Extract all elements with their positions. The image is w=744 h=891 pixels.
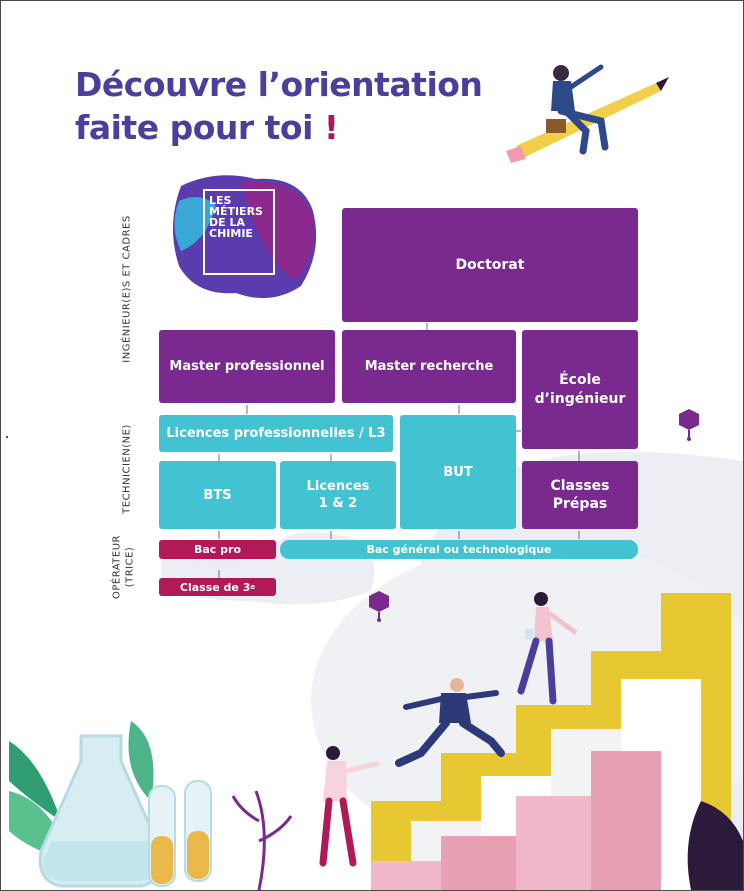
ecole-line2: d’ingénieur [534,390,626,407]
box-bac-pro: Bac pro [159,540,276,559]
ecole-line1: École [559,371,601,388]
box-classes-prepas [522,461,638,529]
licences-line1: Licences [306,479,370,494]
box-doctorat: Doctorat [342,208,638,322]
box-bts: BTS [159,461,276,529]
box-bac-general: Bac général ou technologique [280,540,638,559]
box-classe-3e [159,578,276,596]
title-line2: faite pour toi [75,108,324,147]
stray-dot [6,436,8,438]
licences-line2: 1 & 2 [318,496,358,511]
box-master-professionnel: Master professionnel [159,330,335,403]
box-master-recherche: Master recherche [342,330,516,403]
test-tubes [149,781,211,886]
girl-on-pencil [506,65,669,163]
title-exclamation: ! [323,108,339,147]
box-but: BUT [400,415,516,529]
page-title [75,63,482,149]
logo-text: LES MÉTIERS DE LA CHIMIE [209,194,263,240]
title-line1: Découvre l’orientation [75,65,483,104]
classe3-text: Classe de 3 [179,580,251,594]
prepas-line2: Prépas [552,496,608,512]
box-ecole-ingenieur [522,330,638,449]
box-licences-professionnelles: Licences professionnelles / L3 [159,415,393,452]
box-licences-1-2 [280,461,396,529]
classe3-sup: e [250,583,256,591]
hexagon-icon [679,409,699,441]
poster: Découvre l’orientation faite pour toi ! LES MÉTIERS DE LA CHIMIE INGÉNIEUR(E)S ET CADRES TECHNICIEN(NE) OPÉRATEUR (TRICE) Doctorat Master professionnel Master recherche École d’ingénieur Licences professionnelles / L3 BTS Licences 1 & 2 BUT Classes Prépas Bac pro Bac général ou technologique Classe de 3 e [0,0,744,891]
prepas-line1: Classes [550,478,610,494]
